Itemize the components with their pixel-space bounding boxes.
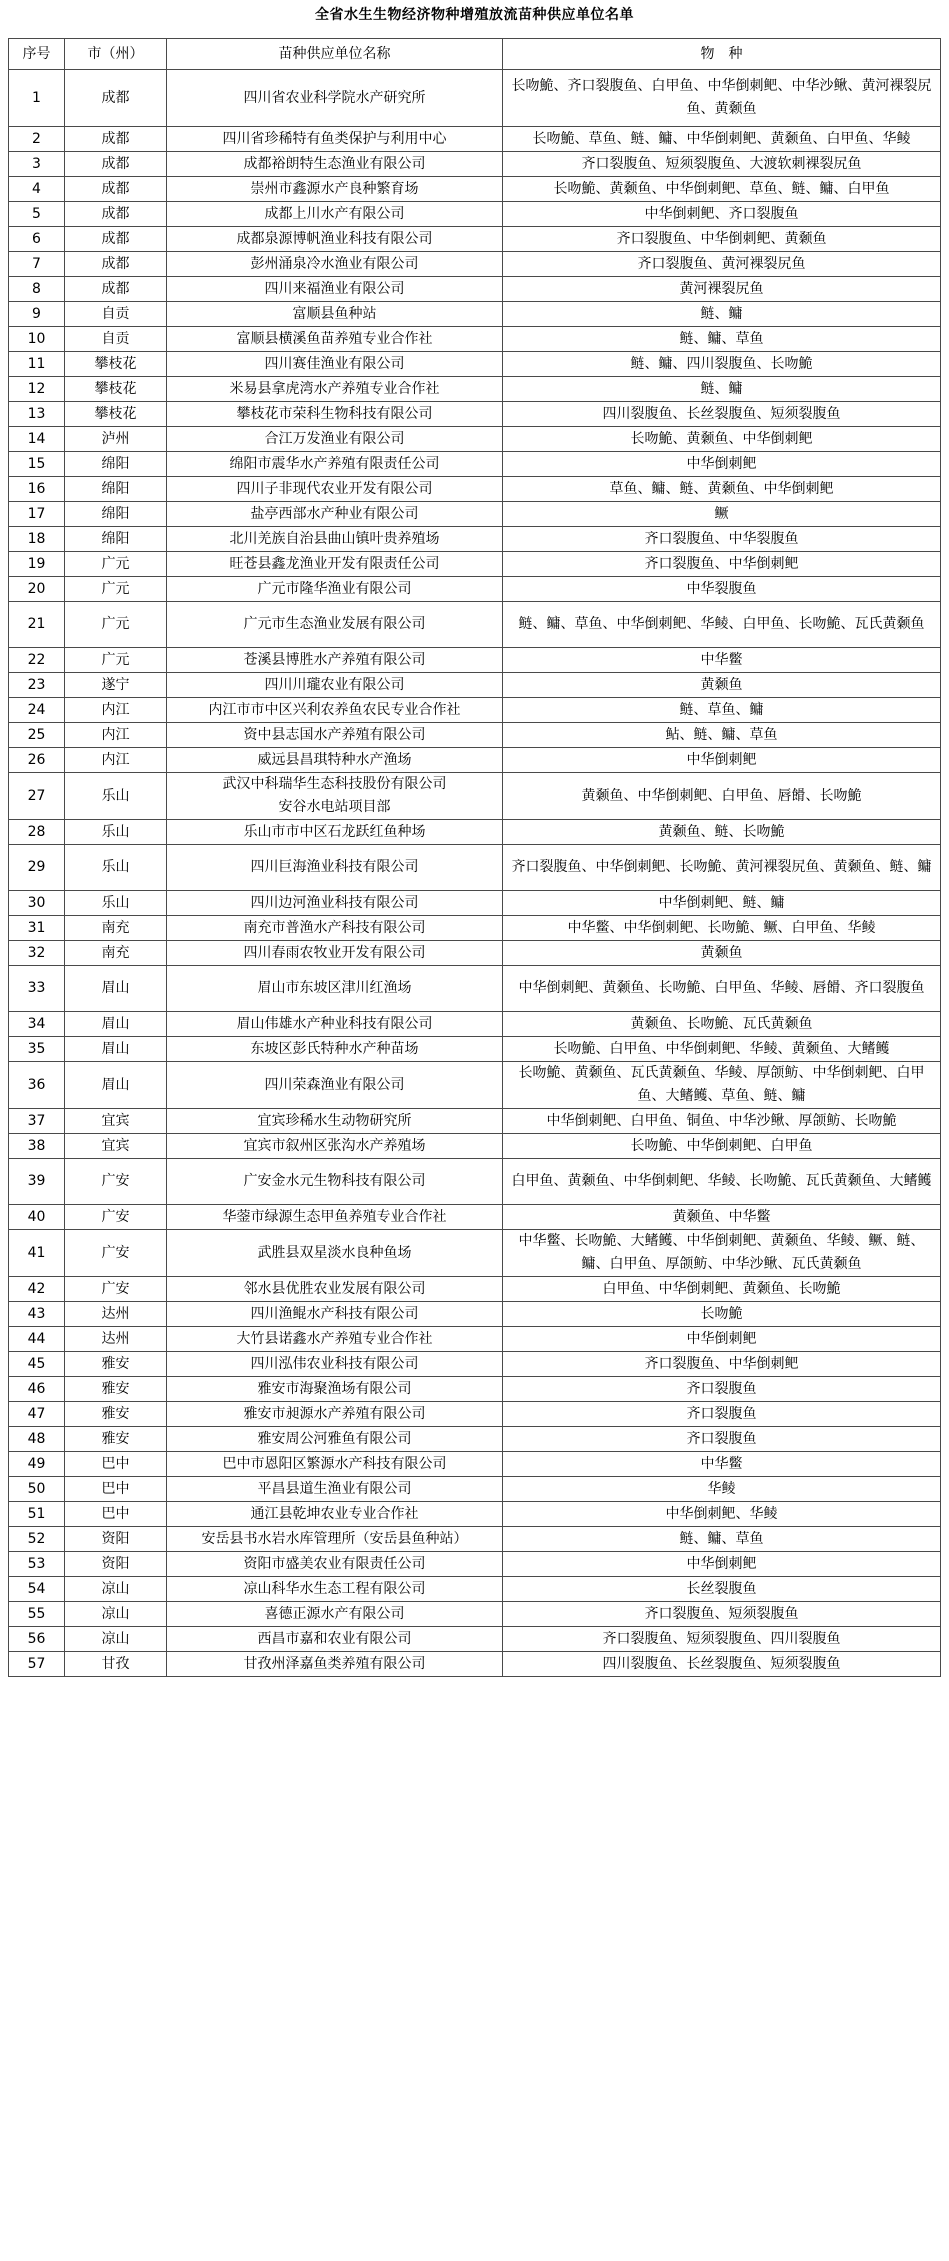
supplier-name-cell: 雅安市海聚渔场有限公司 — [167, 1377, 503, 1402]
supplier-name-cell: 宜宾珍稀水生动物研究所 — [167, 1109, 503, 1134]
species-cell: 鲢、草鱼、鳙 — [503, 698, 941, 723]
species-cell: 中华鳖、中华倒刺鲃、长吻鮠、鳜、白甲鱼、华鲮 — [503, 916, 941, 941]
table-row — [9, 1602, 941, 1627]
supplier-name-cell: 成都泉源博帆渔业科技有限公司 — [167, 227, 503, 252]
table-row — [9, 648, 941, 673]
city-cell: 眉山 — [65, 1037, 167, 1062]
table-row — [9, 1302, 941, 1327]
city-cell: 广安 — [65, 1159, 167, 1205]
supplier-name-cell: 眉山市东坡区津川红渔场 — [167, 966, 503, 1012]
species-cell: 黄颡鱼、长吻鮠、瓦氏黄颡鱼 — [503, 1012, 941, 1037]
supplier-name-cell: 内江市市中区兴利农养鱼农民专业合作社 — [167, 698, 503, 723]
city-cell: 雅安 — [65, 1427, 167, 1452]
table-row — [9, 577, 941, 602]
serial-cell: 24 — [9, 698, 65, 723]
supplier-name-cell: 资阳市盛美农业有限责任公司 — [167, 1552, 503, 1577]
serial-cell: 31 — [9, 916, 65, 941]
species-cell: 长吻鮠 — [503, 1302, 941, 1327]
supplier-name-cell: 南充市普渔水产科技有限公司 — [167, 916, 503, 941]
serial-cell: 40 — [9, 1205, 65, 1230]
species-cell: 鲢、鳙 — [503, 377, 941, 402]
serial-cell: 23 — [9, 673, 65, 698]
table-row — [9, 1502, 941, 1527]
city-cell: 成都 — [65, 127, 167, 152]
table-row — [9, 352, 941, 377]
table-row — [9, 1452, 941, 1477]
serial-cell: 14 — [9, 427, 65, 452]
supplier-name-cell: 四川春雨农牧业开发有限公司 — [167, 941, 503, 966]
supplier-name-cell: 四川边河渔业科技有限公司 — [167, 891, 503, 916]
supplier-name-cell: 眉山伟雄水产种业科技有限公司 — [167, 1012, 503, 1037]
supplier-name-cell: 乐山市市中区石龙跃红鱼种场 — [167, 820, 503, 845]
city-cell: 广安 — [65, 1205, 167, 1230]
city-cell: 眉山 — [65, 1012, 167, 1037]
city-cell: 凉山 — [65, 1577, 167, 1602]
species-cell: 中华裂腹鱼 — [503, 577, 941, 602]
serial-cell: 30 — [9, 891, 65, 916]
species-cell: 中华倒刺鲃 — [503, 748, 941, 773]
species-cell: 黄颡鱼、中华鳖 — [503, 1205, 941, 1230]
species-cell: 白甲鱼、中华倒刺鲃、黄颡鱼、长吻鮠 — [503, 1277, 941, 1302]
serial-cell: 2 — [9, 127, 65, 152]
table-row — [9, 1159, 941, 1205]
serial-cell: 21 — [9, 602, 65, 648]
serial-cell: 20 — [9, 577, 65, 602]
supplier-name-cell: 四川荣森渔业有限公司 — [167, 1062, 503, 1109]
supplier-name-cell: 旺苍县鑫龙渔业开发有限责任公司 — [167, 552, 503, 577]
supplier-name-cell: 广安金水元生物科技有限公司 — [167, 1159, 503, 1205]
header-species: 物 种 — [503, 39, 941, 70]
table-row — [9, 602, 941, 648]
city-cell: 眉山 — [65, 966, 167, 1012]
serial-cell: 1 — [9, 70, 65, 127]
city-cell: 攀枝花 — [65, 402, 167, 427]
supplier-name-cell: 四川省珍稀特有鱼类保护与利用中心 — [167, 127, 503, 152]
table-row — [9, 1230, 941, 1277]
table-row — [9, 723, 941, 748]
city-cell: 广元 — [65, 577, 167, 602]
supplier-name-cell: 四川省农业科学院水产研究所 — [167, 70, 503, 127]
table-row — [9, 916, 941, 941]
serial-cell: 13 — [9, 402, 65, 427]
city-cell: 内江 — [65, 748, 167, 773]
table-row — [9, 152, 941, 177]
city-cell: 雅安 — [65, 1402, 167, 1427]
city-cell: 甘孜 — [65, 1652, 167, 1677]
species-cell: 中华倒刺鲃、齐口裂腹鱼 — [503, 202, 941, 227]
table-row — [9, 773, 941, 820]
serial-cell: 11 — [9, 352, 65, 377]
city-cell: 绵阳 — [65, 502, 167, 527]
table-row — [9, 1012, 941, 1037]
species-cell: 齐口裂腹鱼、中华裂腹鱼 — [503, 527, 941, 552]
species-cell: 长吻鮠、黄颡鱼、中华倒刺鲃、草鱼、鲢、鳙、白甲鱼 — [503, 177, 941, 202]
species-cell: 中华倒刺鲃、华鲮 — [503, 1502, 941, 1527]
table-row — [9, 820, 941, 845]
serial-cell: 56 — [9, 1627, 65, 1652]
supplier-name-cell: 四川来福渔业有限公司 — [167, 277, 503, 302]
supplier-name-cell: 安岳县书水岩水库管理所（安岳县鱼种站） — [167, 1527, 503, 1552]
serial-cell: 32 — [9, 941, 65, 966]
supplier-name-cell: 合江万发渔业有限公司 — [167, 427, 503, 452]
serial-cell: 15 — [9, 452, 65, 477]
table-row — [9, 252, 941, 277]
supplier-name-cell: 雅安市昶源水产养殖有限公司 — [167, 1402, 503, 1427]
supplier-name-cell: 四川川瓏农业有限公司 — [167, 673, 503, 698]
species-cell: 鲢、鳙、四川裂腹鱼、长吻鮠 — [503, 352, 941, 377]
city-cell: 达州 — [65, 1302, 167, 1327]
serial-cell: 53 — [9, 1552, 65, 1577]
supplier-name-cell: 通江县乾坤农业专业合作社 — [167, 1502, 503, 1527]
supplier-name-cell: 巴中市恩阳区繁源水产科技有限公司 — [167, 1452, 503, 1477]
species-cell: 齐口裂腹鱼、中华倒刺鲃、长吻鮠、黄河裸裂尻鱼、黄颡鱼、鲢、鳙 — [503, 845, 941, 891]
species-cell: 长吻鮠、黄颡鱼、瓦氏黄颡鱼、华鲮、厚颌鲂、中华倒刺鲃、白甲鱼、大鳍鳠、草鱼、鲢、鳙 — [503, 1062, 941, 1109]
serial-cell: 33 — [9, 966, 65, 1012]
serial-cell: 29 — [9, 845, 65, 891]
serial-cell: 19 — [9, 552, 65, 577]
table-row — [9, 302, 941, 327]
supplier-name-cell: 四川子非现代农业开发有限公司 — [167, 477, 503, 502]
city-cell: 泸州 — [65, 427, 167, 452]
city-cell: 宜宾 — [65, 1109, 167, 1134]
city-cell: 宜宾 — [65, 1134, 167, 1159]
table-row — [9, 748, 941, 773]
city-cell: 成都 — [65, 227, 167, 252]
serial-cell: 28 — [9, 820, 65, 845]
serial-cell: 54 — [9, 1577, 65, 1602]
species-cell: 鲢、鳙、草鱼、中华倒刺鲃、华鲮、白甲鱼、长吻鮠、瓦氏黄颡鱼 — [503, 602, 941, 648]
species-cell: 齐口裂腹鱼、短须裂腹鱼、大渡软刺裸裂尻鱼 — [503, 152, 941, 177]
serial-cell: 44 — [9, 1327, 65, 1352]
table-row — [9, 377, 941, 402]
header-supplier-name: 苗种供应单位名称 — [167, 39, 503, 70]
table-row — [9, 1352, 941, 1377]
city-cell: 凉山 — [65, 1602, 167, 1627]
table-row — [9, 1327, 941, 1352]
serial-cell: 34 — [9, 1012, 65, 1037]
species-cell: 中华鳖、长吻鮠、大鳍鳠、中华倒刺鲃、黄颡鱼、华鲮、鳜、鲢、鳙、白甲鱼、厚颌鲂、中华沙鳅、瓦氏黄颡鱼 — [503, 1230, 941, 1277]
table-row — [9, 1134, 941, 1159]
species-cell: 长丝裂腹鱼 — [503, 1577, 941, 1602]
city-cell: 成都 — [65, 177, 167, 202]
supplier-name-cell: 广元市生态渔业发展有限公司 — [167, 602, 503, 648]
table-row — [9, 941, 941, 966]
serial-cell: 16 — [9, 477, 65, 502]
city-cell: 广元 — [65, 648, 167, 673]
species-cell: 长吻鮠、中华倒刺鲃、白甲鱼 — [503, 1134, 941, 1159]
species-cell: 齐口裂腹鱼、中华倒刺鲃、黄颡鱼 — [503, 227, 941, 252]
supplier-name-cell: 四川渔鲲水产科技有限公司 — [167, 1302, 503, 1327]
species-cell: 长吻鮠、齐口裂腹鱼、白甲鱼、中华倒刺鲃、中华沙鳅、黄河裸裂尻鱼、黄颡鱼 — [503, 70, 941, 127]
supplier-name-cell: 北川羌族自治县曲山镇叶贵养殖场 — [167, 527, 503, 552]
city-cell: 自贡 — [65, 302, 167, 327]
table-row — [9, 1627, 941, 1652]
city-cell: 雅安 — [65, 1377, 167, 1402]
serial-cell: 48 — [9, 1427, 65, 1452]
city-cell: 雅安 — [65, 1352, 167, 1377]
serial-cell: 55 — [9, 1602, 65, 1627]
table-row — [9, 1652, 941, 1677]
supplier-name-cell: 四川泓伟农业科技有限公司 — [167, 1352, 503, 1377]
serial-cell: 57 — [9, 1652, 65, 1677]
species-cell: 黄颡鱼、鲢、长吻鮠 — [503, 820, 941, 845]
table-row — [9, 1402, 941, 1427]
species-cell: 鳜 — [503, 502, 941, 527]
city-cell: 眉山 — [65, 1062, 167, 1109]
serial-cell: 38 — [9, 1134, 65, 1159]
species-cell: 齐口裂腹鱼 — [503, 1402, 941, 1427]
table-row — [9, 1277, 941, 1302]
species-cell: 齐口裂腹鱼、中华倒刺鲃 — [503, 552, 941, 577]
table-row — [9, 673, 941, 698]
supplier-name-cell: 富顺县鱼种站 — [167, 302, 503, 327]
table-row — [9, 70, 941, 127]
species-cell: 齐口裂腹鱼 — [503, 1377, 941, 1402]
city-cell: 巴中 — [65, 1452, 167, 1477]
serial-cell: 37 — [9, 1109, 65, 1134]
species-cell: 黄河裸裂尻鱼 — [503, 277, 941, 302]
species-cell: 齐口裂腹鱼、黄河裸裂尻鱼 — [503, 252, 941, 277]
city-cell: 绵阳 — [65, 527, 167, 552]
table-row — [9, 527, 941, 552]
table-row — [9, 1427, 941, 1452]
table-row — [9, 891, 941, 916]
city-cell: 绵阳 — [65, 452, 167, 477]
supplier-name-cell: 武胜县双星淡水良种鱼场 — [167, 1230, 503, 1277]
table-row — [9, 1205, 941, 1230]
serial-cell: 6 — [9, 227, 65, 252]
supplier-name-cell: 凉山科华水生态工程有限公司 — [167, 1577, 503, 1602]
table-row — [9, 427, 941, 452]
supplier-name-cell: 甘孜州泽嘉鱼类养殖有限公司 — [167, 1652, 503, 1677]
city-cell: 南充 — [65, 941, 167, 966]
city-cell: 自贡 — [65, 327, 167, 352]
species-cell: 中华倒刺鲃、白甲鱼、铜鱼、中华沙鳅、厚颌鲂、长吻鮠 — [503, 1109, 941, 1134]
supplier-name-cell: 西昌市嘉和农业有限公司 — [167, 1627, 503, 1652]
species-cell: 华鲮 — [503, 1477, 941, 1502]
serial-cell: 41 — [9, 1230, 65, 1277]
species-cell: 长吻鮠、白甲鱼、中华倒刺鲃、华鲮、黄颡鱼、大鳍鳠 — [503, 1037, 941, 1062]
species-cell: 齐口裂腹鱼、短须裂腹鱼 — [503, 1602, 941, 1627]
city-cell: 广安 — [65, 1230, 167, 1277]
serial-cell: 9 — [9, 302, 65, 327]
table-row — [9, 552, 941, 577]
city-cell: 资阳 — [65, 1552, 167, 1577]
supplier-name-cell: 平昌县道生渔业有限公司 — [167, 1477, 503, 1502]
serial-cell: 52 — [9, 1527, 65, 1552]
species-cell: 中华鳖 — [503, 648, 941, 673]
city-cell: 成都 — [65, 277, 167, 302]
serial-cell: 36 — [9, 1062, 65, 1109]
document-title: 全省水生生物经济物种增殖放流苗种供应单位名单 — [315, 7, 634, 23]
serial-cell: 50 — [9, 1477, 65, 1502]
city-cell: 资阳 — [65, 1527, 167, 1552]
city-cell: 成都 — [65, 152, 167, 177]
table-header-row — [9, 39, 941, 70]
serial-cell: 17 — [9, 502, 65, 527]
supplier-name-cell: 富顺县横溪鱼苗养殖专业合作社 — [167, 327, 503, 352]
supplier-name-cell: 武汉中科瑞华生态科技股份有限公司 安谷水电站项目部 — [167, 773, 503, 820]
species-cell: 黄颡鱼、中华倒刺鲃、白甲鱼、唇餶、长吻鮠 — [503, 773, 941, 820]
supplier-name-cell: 四川赛佳渔业有限公司 — [167, 352, 503, 377]
supplier-name-cell: 成都裕朗特生态渔业有限公司 — [167, 152, 503, 177]
supplier-name-cell: 米易县拿虎湾水产养殖专业合作社 — [167, 377, 503, 402]
serial-cell: 8 — [9, 277, 65, 302]
table-row — [9, 202, 941, 227]
serial-cell: 39 — [9, 1159, 65, 1205]
table-row — [9, 1477, 941, 1502]
supplier-name-cell: 威远县昌琪特种水产渔场 — [167, 748, 503, 773]
supplier-name-cell: 绵阳市震华水产养殖有限责任公司 — [167, 452, 503, 477]
header-serial: 序号 — [9, 39, 65, 70]
species-cell: 鲢、鳙、草鱼 — [503, 1527, 941, 1552]
city-cell: 广安 — [65, 1277, 167, 1302]
city-cell: 广元 — [65, 552, 167, 577]
city-cell: 巴中 — [65, 1477, 167, 1502]
table-row — [9, 1037, 941, 1062]
serial-cell: 3 — [9, 152, 65, 177]
serial-cell: 18 — [9, 527, 65, 552]
table-row — [9, 277, 941, 302]
serial-cell: 46 — [9, 1377, 65, 1402]
species-cell: 草鱼、鳙、鲢、黄颡鱼、中华倒刺鲃 — [503, 477, 941, 502]
serial-cell: 4 — [9, 177, 65, 202]
table-row — [9, 177, 941, 202]
serial-cell: 25 — [9, 723, 65, 748]
supplier-name-cell: 喜德正源水产有限公司 — [167, 1602, 503, 1627]
supplier-name-cell: 资中县志国水产养殖有限公司 — [167, 723, 503, 748]
serial-cell: 45 — [9, 1352, 65, 1377]
serial-cell: 26 — [9, 748, 65, 773]
species-cell: 齐口裂腹鱼、短须裂腹鱼、四川裂腹鱼 — [503, 1627, 941, 1652]
city-cell: 成都 — [65, 252, 167, 277]
supplier-name-cell: 雅安周公河雅鱼有限公司 — [167, 1427, 503, 1452]
species-cell: 鲢、鳙、草鱼 — [503, 327, 941, 352]
supplier-name-cell: 宜宾市叙州区张沟水产养殖场 — [167, 1134, 503, 1159]
city-cell: 凉山 — [65, 1627, 167, 1652]
species-cell: 中华倒刺鲃、鲢、鳙 — [503, 891, 941, 916]
serial-cell: 47 — [9, 1402, 65, 1427]
table-row — [9, 452, 941, 477]
table-body — [9, 70, 941, 1677]
supplier-name-cell: 盐亭西部水产种业有限公司 — [167, 502, 503, 527]
header-city: 市（州） — [65, 39, 167, 70]
species-cell: 中华鳖 — [503, 1452, 941, 1477]
species-cell: 黄颡鱼 — [503, 673, 941, 698]
city-cell: 巴中 — [65, 1502, 167, 1527]
table-row — [9, 698, 941, 723]
table-row — [9, 502, 941, 527]
serial-cell: 49 — [9, 1452, 65, 1477]
species-cell: 长吻鮠、黄颡鱼、中华倒刺鲃 — [503, 427, 941, 452]
city-cell: 成都 — [65, 70, 167, 127]
serial-cell: 10 — [9, 327, 65, 352]
species-cell: 中华倒刺鲃 — [503, 452, 941, 477]
supplier-name-cell: 成都上川水产有限公司 — [167, 202, 503, 227]
table-row — [9, 1552, 941, 1577]
species-cell: 齐口裂腹鱼 — [503, 1427, 941, 1452]
species-cell: 中华倒刺鲃、黄颡鱼、长吻鮠、白甲鱼、华鲮、唇餶、齐口裂腹鱼 — [503, 966, 941, 1012]
species-cell: 鲢、鳙 — [503, 302, 941, 327]
table-row — [9, 402, 941, 427]
city-cell: 乐山 — [65, 820, 167, 845]
supplier-name-cell: 华蓥市绿源生态甲鱼养殖专业合作社 — [167, 1205, 503, 1230]
city-cell: 达州 — [65, 1327, 167, 1352]
species-cell: 鲇、鲢、鳙、草鱼 — [503, 723, 941, 748]
table-row — [9, 1377, 941, 1402]
city-cell: 乐山 — [65, 773, 167, 820]
supplier-name-cell: 崇州市鑫源水产良种繁育场 — [167, 177, 503, 202]
table-row — [9, 1577, 941, 1602]
supplier-name-cell: 苍溪县博胜水产养殖有限公司 — [167, 648, 503, 673]
species-cell: 黄颡鱼 — [503, 941, 941, 966]
supplier-name-cell: 攀枝花市荣科生物科技有限公司 — [167, 402, 503, 427]
supplier-name-cell: 邻水县优胜农业发展有限公司 — [167, 1277, 503, 1302]
serial-cell: 5 — [9, 202, 65, 227]
table-row — [9, 127, 941, 152]
city-cell: 绵阳 — [65, 477, 167, 502]
supplier-name-cell: 广元市隆华渔业有限公司 — [167, 577, 503, 602]
city-cell: 南充 — [65, 916, 167, 941]
city-cell: 广元 — [65, 602, 167, 648]
table-row — [9, 327, 941, 352]
city-cell: 成都 — [65, 202, 167, 227]
species-cell: 白甲鱼、黄颡鱼、中华倒刺鲃、华鲮、长吻鮠、瓦氏黄颡鱼、大鳍鳠 — [503, 1159, 941, 1205]
serial-cell: 43 — [9, 1302, 65, 1327]
city-cell: 乐山 — [65, 891, 167, 916]
serial-cell: 7 — [9, 252, 65, 277]
supplier-table — [8, 38, 941, 1677]
species-cell: 长吻鮠、草鱼、鲢、鳙、中华倒刺鲃、黄颡鱼、白甲鱼、华鲮 — [503, 127, 941, 152]
supplier-name-cell: 东坡区彭氏特种水产种苗场 — [167, 1037, 503, 1062]
table-row — [9, 227, 941, 252]
table-row — [9, 1062, 941, 1109]
city-cell: 内江 — [65, 698, 167, 723]
table-row — [9, 1527, 941, 1552]
city-cell: 乐山 — [65, 845, 167, 891]
species-cell: 中华倒刺鲃 — [503, 1552, 941, 1577]
species-cell: 四川裂腹鱼、长丝裂腹鱼、短须裂腹鱼 — [503, 402, 941, 427]
serial-cell: 22 — [9, 648, 65, 673]
serial-cell: 42 — [9, 1277, 65, 1302]
species-cell: 四川裂腹鱼、长丝裂腹鱼、短须裂腹鱼 — [503, 1652, 941, 1677]
serial-cell: 27 — [9, 773, 65, 820]
table-row — [9, 477, 941, 502]
table-row — [9, 966, 941, 1012]
city-cell: 攀枝花 — [65, 377, 167, 402]
supplier-name-cell: 彭州涌泉冷水渔业有限公司 — [167, 252, 503, 277]
table-row — [9, 845, 941, 891]
city-cell: 遂宁 — [65, 673, 167, 698]
city-cell: 内江 — [65, 723, 167, 748]
supplier-name-cell: 四川巨海渔业科技有限公司 — [167, 845, 503, 891]
serial-cell: 35 — [9, 1037, 65, 1062]
city-cell: 攀枝花 — [65, 352, 167, 377]
serial-cell: 12 — [9, 377, 65, 402]
species-cell: 中华倒刺鲃 — [503, 1327, 941, 1352]
supplier-name-cell: 大竹县诺鑫水产养殖专业合作社 — [167, 1327, 503, 1352]
species-cell: 齐口裂腹鱼、中华倒刺鲃 — [503, 1352, 941, 1377]
table-row — [9, 1109, 941, 1134]
serial-cell: 51 — [9, 1502, 65, 1527]
